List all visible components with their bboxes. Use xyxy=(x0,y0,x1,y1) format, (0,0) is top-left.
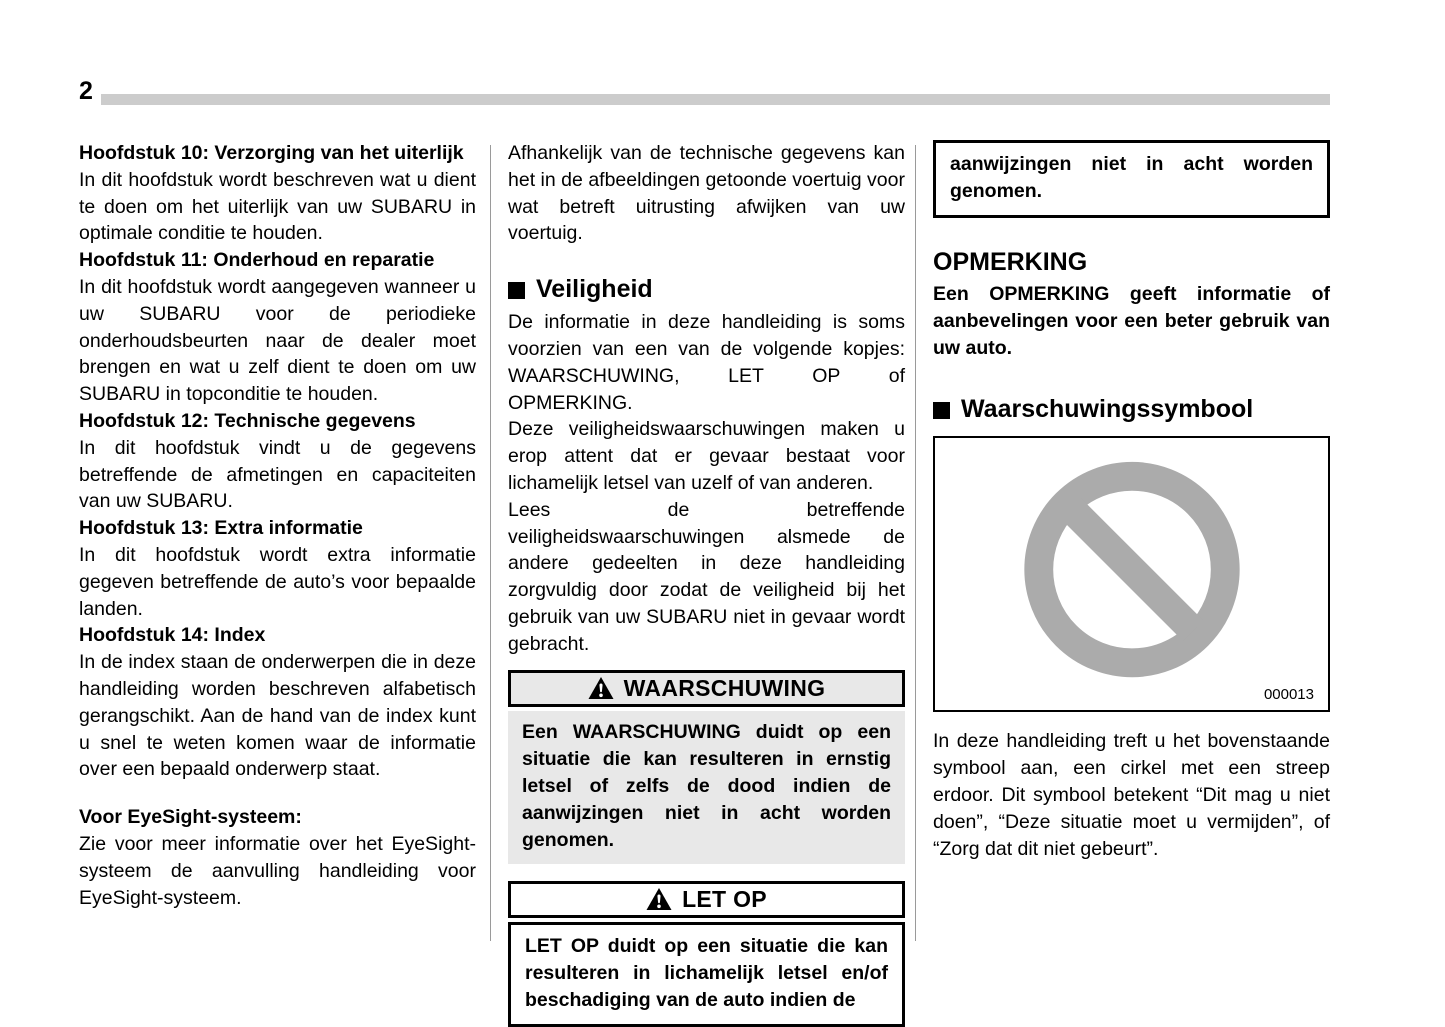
chapter-14-text: In de index staan de onderwerpen die in deze handleiding worden beschreven alfabetisch gerangschikt. Aan de hand van de index kunt u snel te weten komen waar de informatie over een bepaald onderwerp staat. xyxy=(79,651,476,781)
chapter-13-text: In dit hoofdstuk wordt extra informatie gegeven betreffende de auto’s voor bepaalde landen. xyxy=(79,543,476,620)
veiligheid-paragraph-2: Deze veiligheidswaarschuwingen maken u erop attent dat er gevaar bestaat voor lichamelijk letsel van uzelf of van anderen. xyxy=(508,418,905,494)
opmerking-text: Een OPMERKING geeft informatie of aanbevelingen voor een beter gebruik van uw auto. xyxy=(933,283,1330,359)
warning-box-body xyxy=(508,711,905,864)
chapter-10-text: In dit hoofdstuk wordt beschreven wat u dient te doen om het uiterlijk van uw SUBARU in optimale conditie te houden. xyxy=(79,168,476,245)
warning-box-body-text: Een WAARSCHUWING duidt op een situatie die kan resulteren in ernstig letsel of zelfs de dood indien de aanwijzingen niet in acht worden genomen. xyxy=(522,720,891,851)
prohibition-symbol-figure xyxy=(933,436,1330,712)
caution-box-body-text: LET OP duidt op een situatie die kan resulteren in lichamelijk letsel en/of beschadiging van de auto indien de xyxy=(525,934,888,1011)
column-divider-1 xyxy=(490,145,491,941)
caution-box-continuation-text: aanwijzingen niet in acht worden genomen. xyxy=(950,153,1313,202)
caution-box-continuation xyxy=(933,140,1330,218)
caution-box-body xyxy=(508,922,905,1027)
chapter-12-heading: Hoofdstuk 12: Technische gegevens xyxy=(79,409,416,432)
figure-id-label: 000013 xyxy=(1263,686,1314,704)
veiligheid-heading-label: Veiligheid xyxy=(536,275,653,304)
filled-square-icon xyxy=(933,402,950,419)
filled-square-icon xyxy=(508,282,525,299)
eyesight-heading: Voor EyeSight-systeem: xyxy=(79,806,302,829)
chapter-12-text: In dit hoofdstuk vindt u de gegevens betreffende de afmetingen en capaciteiten van uw SUBARU. xyxy=(79,436,476,513)
intro-paragraph: Afhankelijk van de technische gegevens kan het in de afbeeldingen getoonde voertuig voor wat betreft uitrusting afwijken van uw voertuig. xyxy=(508,142,905,245)
opmerking-heading: OPMERKING xyxy=(933,248,1088,276)
caution-box-title: LET OP xyxy=(682,885,767,912)
warning-box-title: WAARSCHUWING xyxy=(623,674,826,701)
veiligheid-section-heading xyxy=(508,273,905,305)
veiligheid-paragraph-3: Lees de betreffende veiligheidswaarschuwingen alsmede de andere gedeelten in deze handleiding zorgvuldig door zodat de veiligheid bij het gebruik van uw SUBARU niet in gevaar wordt gebracht. xyxy=(508,498,905,655)
page-header xyxy=(0,0,1445,118)
eyesight-text: Zie voor meer informatie over het EyeSight-systeem de aanvulling handleiding voor EyeSight-systeem. xyxy=(79,832,476,909)
page-number: 2 xyxy=(79,77,93,105)
veiligheid-paragraph-1: De informatie in deze handleiding is soms voorzien van een van de volgende kopjes: WAARSCHUWING, LET OP of OPMERKING. xyxy=(508,311,905,414)
warning-triangle-icon xyxy=(646,887,672,911)
column-divider-2 xyxy=(915,145,916,941)
caution-box-header xyxy=(508,881,905,918)
chapter-13-heading: Hoofdstuk 13: Extra informatie xyxy=(79,517,363,540)
waarschuwingssymbool-heading xyxy=(933,393,1330,425)
header-rule xyxy=(101,94,1330,105)
chapter-11-text: In dit hoofdstuk wordt aangegeven wanneer u uw SUBARU voor de periodieke onderhoudsbeurten naar de dealer moet brengen en wat u zelf dient te doen om uw SUBARU in topconditie te houden. xyxy=(79,275,476,406)
chapter-10-heading: Hoofdstuk 10: Verzorging van het uiterlijk xyxy=(79,142,464,164)
column-2 xyxy=(508,140,905,1027)
page-columns xyxy=(0,140,1445,1011)
column-1 xyxy=(79,140,476,911)
warning-triangle-icon xyxy=(588,676,614,700)
waarschuwingssymbool-heading-label: Waarschuwingssymbool xyxy=(961,395,1254,424)
figure-caption: In deze handleiding treft u het bovenstaande symbool aan, een cirkel met een streep erdoor. Dit symbool betekent “Dit mag u niet doen”, “Deze situatie moet u vermijden”, of “Zorg dat dit niet gebeurt”. xyxy=(933,730,1330,860)
warning-box-header xyxy=(508,670,905,707)
prohibition-circle-slash-icon xyxy=(1021,459,1243,681)
chapter-14-heading: Hoofdstuk 14: Index xyxy=(79,624,266,647)
chapter-11-heading: Hoofdstuk 11: Onderhoud en reparatie xyxy=(79,249,435,272)
column-3 xyxy=(933,140,1330,862)
